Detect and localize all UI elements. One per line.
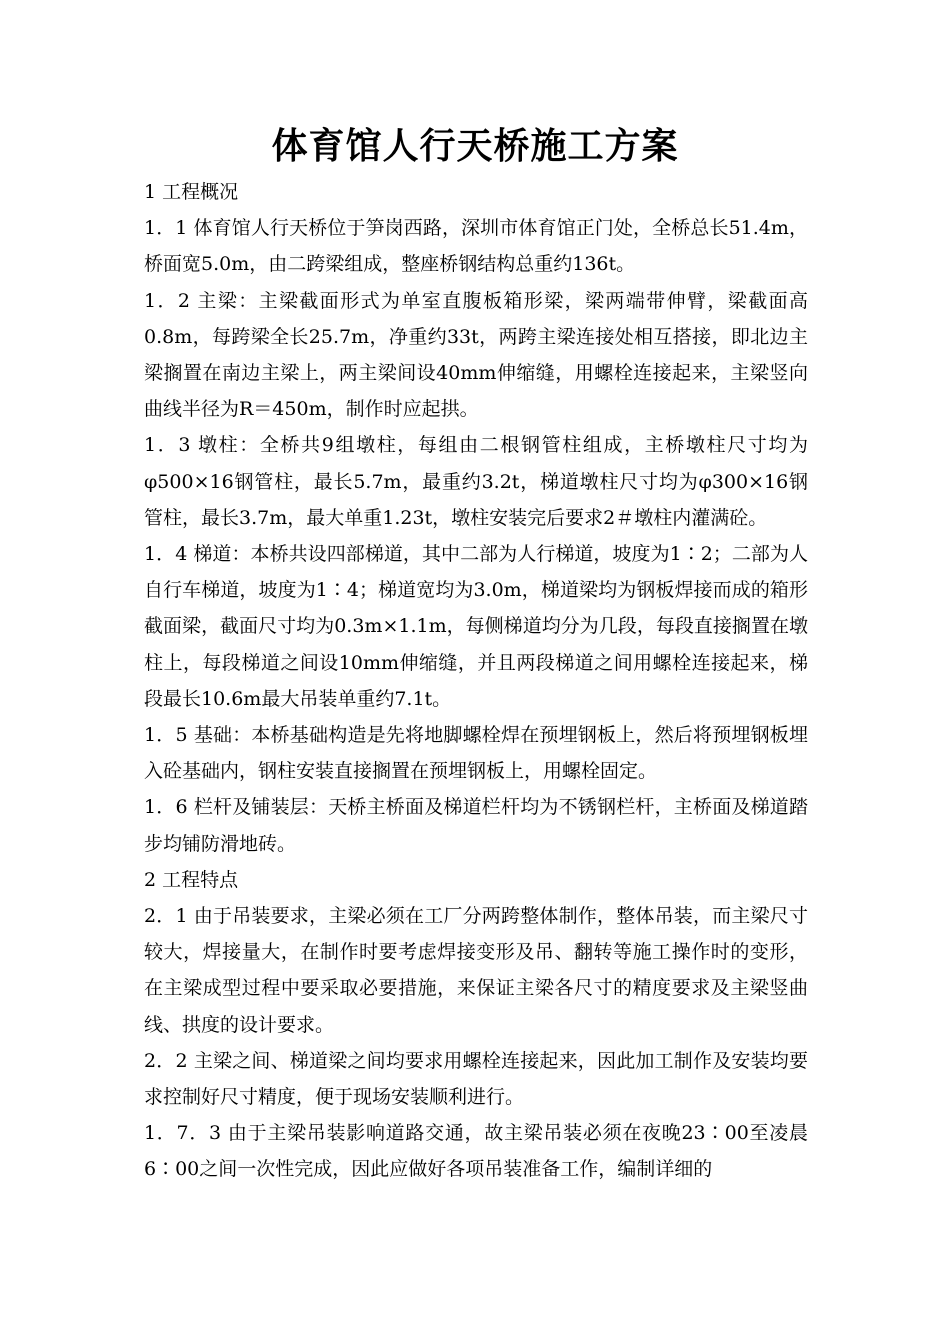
paragraph-1-2: 1．2 主梁：主梁截面形式为单室直腹板箱形梁，梁两端带伸臂，梁截面高0.8m，每跨梁全长25.7m，净重约33t，两跨主梁连接处相互搭接，即北边主梁搁置在南边主梁上，两主梁间设40mm伸缩缝，用螺栓连接起来，主梁竖向曲线半径为R＝450m，制作时应起拱。: [144, 289, 808, 421]
paragraph-2-1: 2．1 由于吊装要求，主梁必须在工厂分两跨整体制作，整体吊装，而主梁尺寸较大，焊接量大，在制作时要考虑焊接变形及吊、翻转等施工操作时的变形，在主梁成型过程中要采取必要措施，来保证主梁各尺寸的精度要求及主梁竖曲线、拱度的设计要求。: [144, 905, 808, 1036]
paragraph-1-4: 1．4 梯道：本桥共设四部梯道，其中二部为人行梯道，坡度为1∶2；二部为人自行车梯道，坡度为1∶4；梯道宽均为3.0m，梯道梁均为钢板焊接而成的箱形截面梁，截面尺寸均为0.3m×1.1m，每侧梯道均分为几段，每段直接搁置在墩柱上，每段梯道之间设10mm伸缩缝，并且两段梯道之间用螺栓连接起来，梯段最长10.6m最大吊装单重约7.1t。: [144, 543, 808, 710]
paragraph-1-7-3: 1．7．3 由于主梁吊装影响道路交通，故主梁吊装必须在夜晚23∶00至凌晨6∶00之间一次性完成，因此应做好各项吊装准备工作，编制详细的: [144, 1122, 808, 1181]
paragraph-1-6: 1．6 栏杆及铺装层：天桥主桥面及梯道栏杆均为不锈钢栏杆，主桥面及梯道踏步均铺防滑地砖。: [144, 796, 808, 855]
paragraph-2-2: 2．2 主梁之间、梯道梁之间均要求用螺栓连接起来，因此加工制作及安装均要求控制好尺寸精度，便于现场安装顺利进行。: [144, 1049, 808, 1109]
paragraph-1-5: 1．5 基础：本桥基础构造是先将地脚螺栓焊在预埋钢板上，然后将预埋钢板埋入砼基础内，钢柱安装直接搁置在预埋钢板上，用螺栓固定。: [144, 724, 808, 783]
document-title: 体育馆人行天桥施工方案: [271, 125, 679, 167]
document-body: [144, 174, 808, 1188]
section-heading-1: 1 工程概况: [144, 181, 239, 203]
section-heading-2: 2 工程特点: [144, 868, 239, 891]
paragraph-1-1: 1．1 体育馆人行天桥位于笋岗西路，深圳市体育馆正门处，全桥总长51.4m，桥面宽5.0m，由二跨梁组成，整座桥钢结构总重约136t。: [144, 217, 808, 276]
paragraph-1-3: 1．3 墩柱：全桥共9组墩柱，每组由二根钢管柱组成，主桥墩柱尺寸均为φ500×16钢管柱，最长5.7m，最重约3.2t，梯道墩柱尺寸均为φ300×16钢管柱，最长3.7m，最大单重1.23t，墩柱安装完后要求2＃墩柱内灌满砼。: [144, 434, 808, 529]
